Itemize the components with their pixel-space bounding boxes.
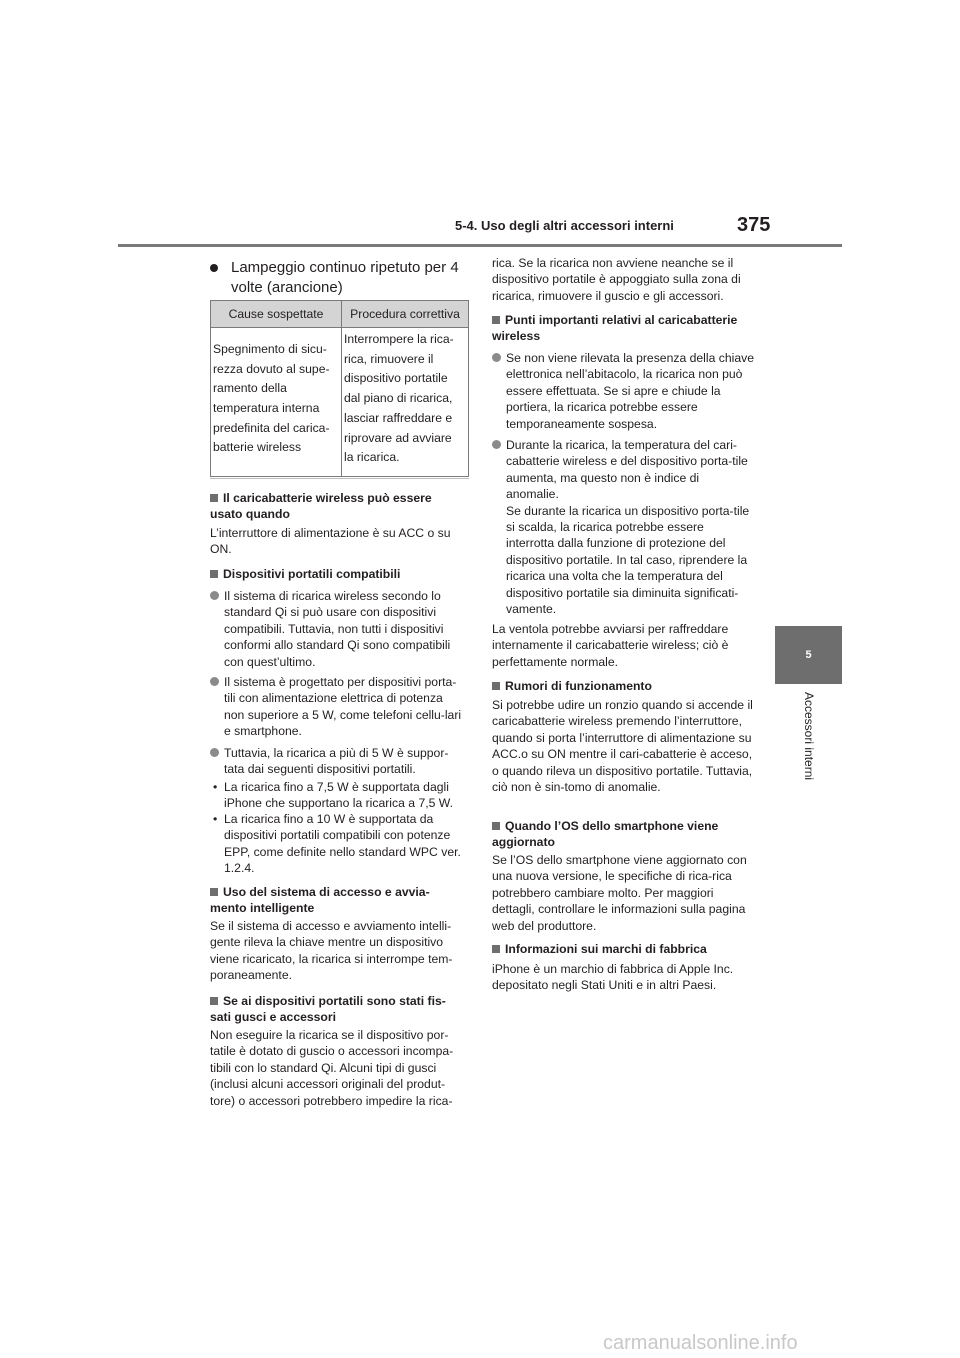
- paragraph: Si potrebbe udire un ronzio quando si accende il caricabatterie wireless premendo l’interruttore, quando si porta l’interruttore di alimentazione su ACC.o su ON mentre il cari-cabatterie è acceso, o quando rileva un dispositivo portatile. Tuttavia, ciò non è sin-tomo di anomalie.: [492, 698, 753, 795]
- bullet-item: Tuttavia, la ricarica a più di 5 W è suppor-tata dai seguenti dispositivi portatili.: [210, 745, 466, 778]
- bullet-item: Il sistema di ricarica wireless secondo lo standard Qi si può usare con dispositivi compatibili. Tuttavia, non tutti i dispositivi conformi allo standard Qi sono compatibili con quest’ultimo.: [210, 588, 466, 670]
- chapter-label: Accessori interni: [802, 692, 816, 781]
- square-icon: [492, 682, 500, 690]
- square-icon: [210, 997, 218, 1005]
- bullet-item: Durante la ricarica, la temperatura del cari-cabatterie wireless e del dispositivo porta-tile aumenta, ma questo non è indice di anomalie. Se durante la ricarica un dispositivo porta-tile si scalda, la ricarica potrebbe essere interrotta dalla funzione di protezione del dispositivo portatile. In tal caso, riprendere la ricarica una volta che la temperatura del dispositivo portatile sia diminuita significati-vamente.: [492, 437, 754, 617]
- paragraph: Se l’OS dello smartphone viene aggiornato con una nuova versione, le specifiche di rica-rica potrebbero cambiare molto. Per maggiori dettagli, controllare le informazioni sulla pagina web del produttore.: [492, 853, 747, 933]
- procedure-cell: Interrompere la rica- rica, rimuovere il dispositivo portatile dal piano di ricarica, lasciar raffreddare e riprovare ad avviare la ricarica.: [342, 328, 469, 477]
- sub-bullet-item: • La ricarica fino a 10 W è supportata da dispositivi portatili compatibili con potenze EPP, come definite nello standard WPC ver. 1.2.4.: [210, 811, 466, 877]
- header-rule: [118, 244, 842, 247]
- section-title: 5-4. Uso degli altri accessori interni: [455, 218, 674, 233]
- paragraph: iPhone è un marchio di fabbrica di Apple Inc. depositato negli Stati Uniti e in altri Paesi.: [492, 962, 734, 993]
- subheading: Il caricabatterie wireless può essere usato quando: [210, 491, 432, 522]
- subheading: Se ai dispositivi portatili sono stati fis-sati gusci e accessori: [210, 994, 446, 1025]
- main-bullet: [210, 258, 471, 298]
- paragraph: Se il sistema di accesso e avviamento intelli-gente rileva la chiave mentre un dispositivo viene ricaricato, la ricarica si interrompe tem-poraneamente.: [210, 919, 453, 983]
- paragraph: L’interruttore di alimentazione è su ACC o su ON.: [210, 526, 451, 557]
- subheading: Quando l’OS dello smartphone viene aggiornato: [492, 819, 719, 850]
- bullet-item: Se non viene rilevata la presenza della chiave elettronica nell’abitacolo, la ricarica non può essere effettuata. Se si apre e chiude la portiera, la ricarica potrebbe essere temporaneamente sospesa.: [492, 350, 754, 432]
- subheading: Uso del sistema di accesso e avvia-mento intelligente: [210, 885, 430, 916]
- bullet-dot-icon: [210, 677, 219, 686]
- bullet-dot-icon: [210, 264, 218, 272]
- subheading: Punti importanti relativi al caricabatterie wireless: [492, 313, 738, 344]
- cause-table: [210, 300, 469, 477]
- subheading: Rumori di funzionamento: [492, 678, 750, 694]
- square-icon: [210, 570, 218, 578]
- sub-bullet-item: • La ricarica fino a 7,5 W è supportata dagli iPhone che supportano la ricarica a 7,5 W.: [210, 779, 466, 812]
- chapter-tab: 5: [775, 626, 842, 684]
- bullet-dot-icon: [210, 591, 219, 600]
- square-icon: [210, 888, 218, 896]
- square-icon: [210, 494, 218, 502]
- bullet-dot-icon: [492, 353, 501, 362]
- table-header: Cause sospettate: [211, 301, 342, 328]
- subheading: Informazioni sui marchi di fabbrica: [492, 941, 750, 957]
- square-icon: [492, 822, 500, 830]
- paragraph: rica. Se la ricarica non avviene neanche se il dispositivo portatile è appoggiato sulla zona di ricarica, rimuovere il guscio e gli accessori.: [492, 256, 741, 303]
- bullet-dot-icon: [492, 440, 501, 449]
- paragraph: La ventola potrebbe avviarsi per raffreddare internamente il caricabatterie wireless; ciò è perfettamente normale.: [492, 622, 729, 669]
- bullet-item: Il sistema è progettato per dispositivi porta-tili con alimentazione elettrica di potenza non superiore a 5 W, come telefoni cellu-lari e smartphone.: [210, 674, 466, 740]
- square-icon: [492, 945, 500, 953]
- bullet-dot-icon: [210, 748, 219, 757]
- square-icon: [492, 316, 500, 324]
- cause-cell: Spegnimento di sicu- rezza dovuto al supe- ramento della temperatura interna predefinita del carica- batterie wireless: [211, 328, 342, 477]
- page-number: 375: [737, 214, 771, 236]
- table-header: Procedura correttiva: [342, 301, 469, 328]
- subheading: Dispositivi portatili compatibili: [210, 566, 458, 582]
- table-divider: [210, 478, 469, 479]
- watermark: carmanualsonline.info: [603, 1332, 798, 1354]
- main-bullet-text: Lampeggio continuo ripetuto per 4 volte (arancione): [231, 259, 459, 296]
- table-row: [211, 328, 469, 477]
- paragraph: Non eseguire la ricarica se il dispositivo por-tatile è dotato di guscio o accessori incompa-tibili con lo standard Qi. Alcuni tipi di gusci (inclusi alcuni accessori originali del produt-tore) o accessori potrebbero impedire la rica-: [210, 1028, 454, 1108]
